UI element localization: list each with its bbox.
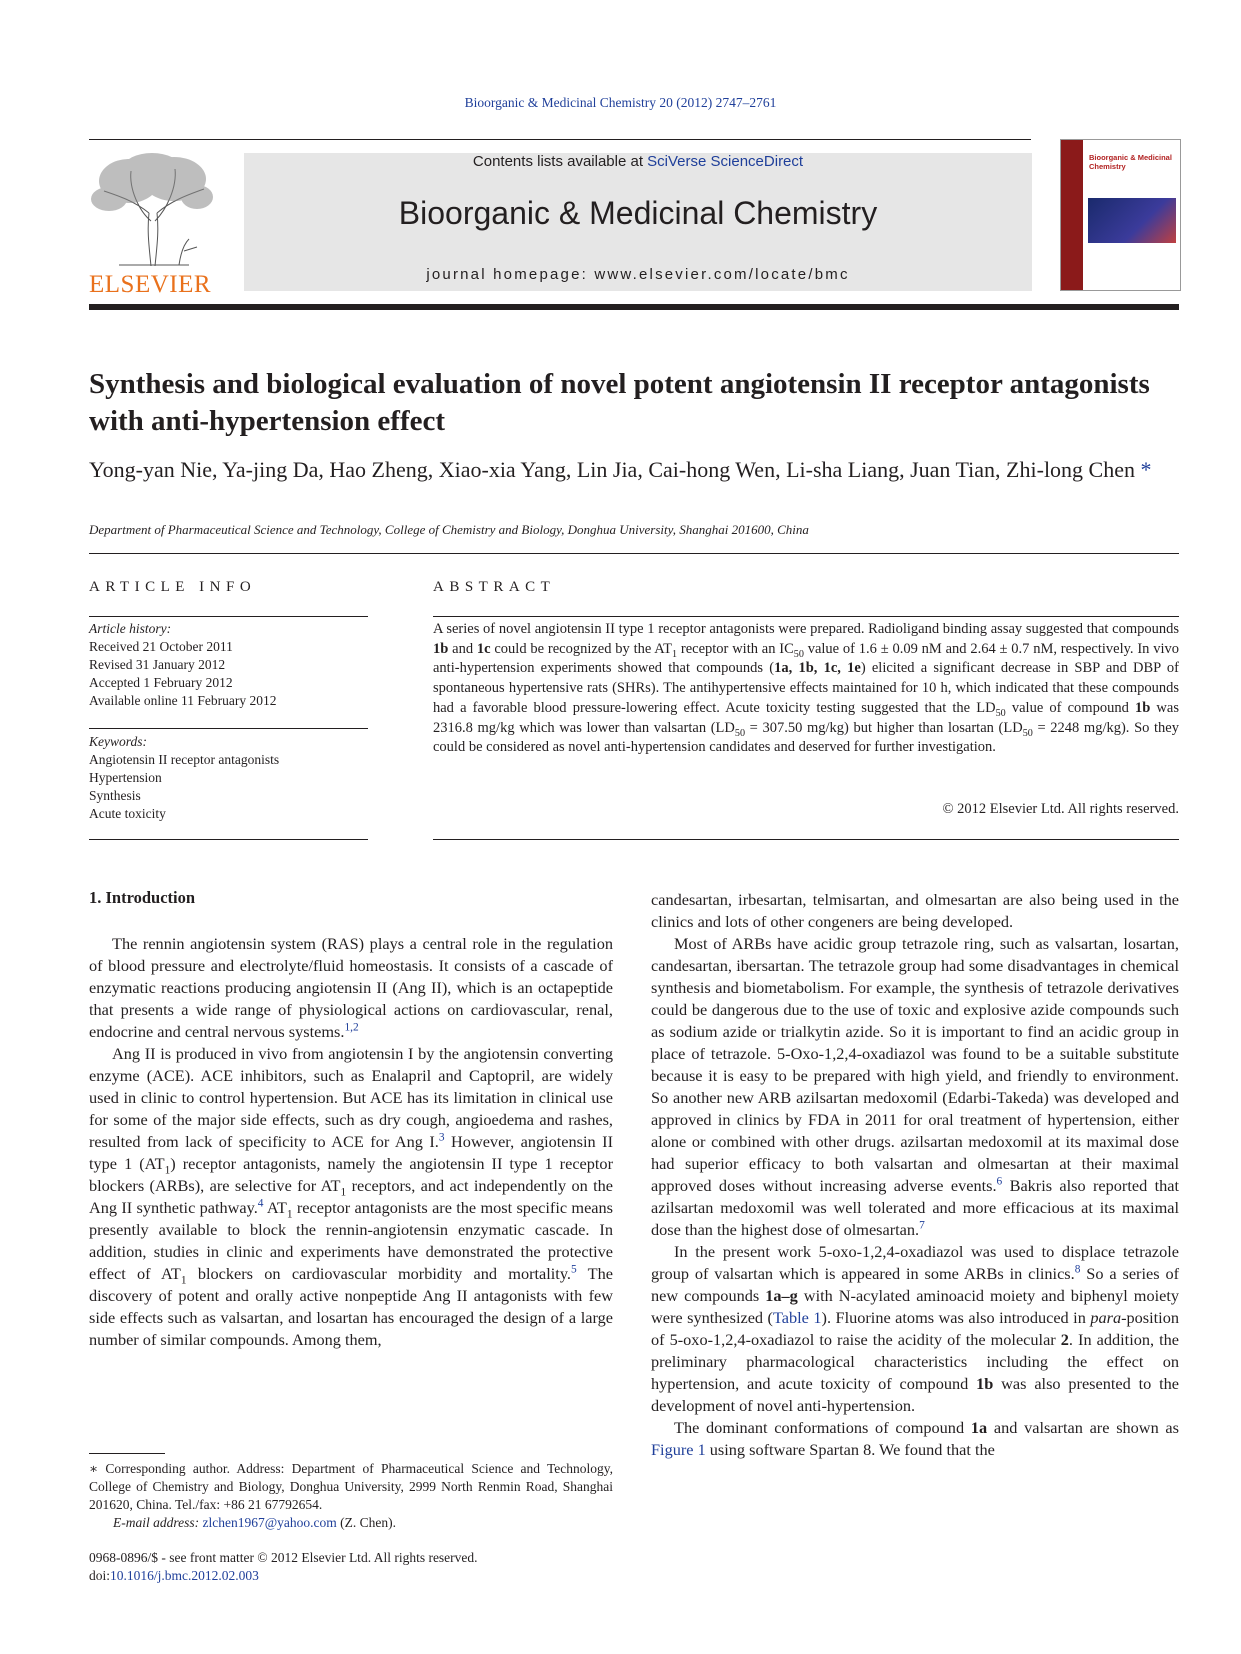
article-info-rule <box>89 839 368 840</box>
abstract-rule <box>433 616 1179 617</box>
corresponding-author-mark[interactable]: * <box>1140 457 1152 482</box>
contents-line <box>244 154 1032 169</box>
sciencedirect-link[interactable]: SciVerse ScienceDirect <box>647 153 804 170</box>
keyword-item: Hypertension <box>89 770 162 785</box>
journal-homepage[interactable]: journal homepage: www.elsevier.com/locate/bmc <box>426 266 850 283</box>
history-revised: Revised 31 January 2012 <box>89 657 226 672</box>
citation-link[interactable]: 3 <box>438 1131 445 1144</box>
footnote-mark: ∗ <box>89 1461 99 1476</box>
citation-link[interactable]: 8 <box>1074 1263 1081 1276</box>
footnote-text: Corresponding author. Address: Department of Pharmaceutical Science and Technology, College of Chemistry and Biology, Donghua University, 2999 North Renmin Road, Shanghai 201620, China. Tel./fax: +86 21 67792654. <box>89 1461 613 1512</box>
doi-line <box>89 1567 689 1585</box>
history-accepted: Accepted 1 February 2012 <box>89 675 233 690</box>
abstract-heading: ABSTRACT <box>433 579 556 595</box>
article-info-heading: ARTICLE INFO <box>89 579 257 595</box>
footnote-rule <box>89 1453 165 1454</box>
keywords <box>89 733 368 823</box>
email-suffix: (Z. Chen). <box>336 1515 397 1530</box>
abstract-rule <box>433 839 1179 840</box>
paper-title: Synthesis and biological evaluation of novel potent angiotensin II receptor antagonists with anti-hypertension effect <box>89 368 1150 437</box>
citation-link[interactable]: 1,2 <box>344 1021 359 1034</box>
journal-cover-thumbnail[interactable] <box>1060 139 1181 291</box>
email-label: E-mail address: <box>113 1515 203 1530</box>
article-info-rule <box>89 728 368 729</box>
abstract-copyright: © 2012 Elsevier Ltd. All rights reserved. <box>942 801 1179 817</box>
article-history <box>89 620 368 710</box>
doi-label: doi: <box>89 1568 111 1583</box>
affiliation-rule <box>89 553 1179 554</box>
article-info-rule <box>89 616 368 617</box>
cover-stripe <box>1061 140 1083 290</box>
email-link[interactable]: zlchen1967@yahoo.com <box>202 1515 337 1530</box>
header-thick-rule <box>89 304 1179 310</box>
journal-reference[interactable]: Bioorganic & Medicinal Chemistry 20 (2012) 2747–2761 <box>464 95 777 110</box>
body-column-left <box>89 933 613 1351</box>
abstract-text: A series of novel angiotensin II type 1 receptor antagonists were prepared. Radioligand binding assay suggested that compounds 1b and 1c could be recognized by the $AT_1$ receptor with an $IC_{50}$ value of 1.6 ± 0.09 nM and 2.64 ± 0.7 nM, respectively. In vivo anti-hypertension experiments showed that compounds (1a, 1b, 1c, 1e) elicited a significant decrease in SBP and DBP of spontaneous hypertensive rats (SHRs). The antihypertensive effects maintained for 10 h, which indicated that these compounds had a favorable blood pressure-lowering effect. Acute toxicity testing suggested that the $LD_{50}$ value of compound 1b was 2316.8 mg/kg which was lower than valsartan ($LD_{50} = 307.50$ mg/kg) but higher than losartan ($LD_{50} = 2248$ mg/kg). So they could be considered as novel anti-hypertension candidates and deserved for further investigation. <box>433 621 1179 756</box>
introduction-heading: 1. Introduction <box>89 888 196 907</box>
keywords-label: Keywords: <box>89 734 147 749</box>
citation-link[interactable]: 5 <box>570 1263 577 1276</box>
history-received: Received 21 October 2011 <box>89 639 233 654</box>
affiliation: Department of Pharmaceutical Science and Technology, College of Chemistry and Biology, Donghua University, Shanghai 201600, China <box>89 522 809 537</box>
figure-1-link[interactable]: Figure 1 <box>651 1440 706 1459</box>
issn-doi-block <box>89 1549 689 1585</box>
body-paragraph: Ang II is produced in vivo from angiotensin I by the angiotensin converting enzyme (ACE). ACE inhibitors, such as Enalapril and Captopril, are widely used in clinic to control hypertension. But ACE has its limitation in clinical use for some of the major side effects, such as dry cough, angioedema and rashes, resulted from lack of specificity to ACE for Ang I.$^3$ However, angiotensin II type 1 $(AT_1)$ receptor antagonists, namely the angiotensin II type 1 receptor blockers (ARBs), are selective for $AT_1$ receptors, and act independently on the Ang II synthetic pathway.$^4$ $AT_1$ receptor antagonists are the most specific means presently available to block the rennin-angiotensin enzymatic cascade. In addition, studies in clinic and experiments have demonstrated the protective effect of $AT_1$ blockers on cardiovascular morbidity and mortality.$^5$ The discovery of potent and orally active nonpeptide Ang II antagonists with few side effects such as valsartan, and losartan has encouraged the design of a large number of similar compounds. Among them, <box>89 1044 613 1349</box>
journal-title: Bioorganic & Medicinal Chemistry <box>398 195 878 231</box>
table-1-link[interactable]: Table 1 <box>772 1308 822 1327</box>
corresponding-author-footnote <box>89 1460 613 1532</box>
body-paragraph: The rennin angiotensin system (RAS) plays a central role in the regulation of blood pressure and electrolyte/fluid homeostasis. It consists of a cascade of enzymatic reactions producing angiotensin II (Ang II), which is an octapeptide that presents a wide range of physiological actions on cardiovascular, renal, endocrine and central nervous systems.$^{1,2}$ <box>89 934 613 1041</box>
journal-banner <box>244 153 1032 291</box>
elsevier-logo <box>89 151 216 298</box>
author-list <box>89 456 1179 484</box>
keyword-item: Angiotensin II receptor antagonists <box>89 752 280 767</box>
body-paragraph: Most of ARBs have acidic group tetrazole ring, such as valsartan, losartan, candesartan, ibersartan. The tetrazole group had some disadvantages in chemical synthesis and biometabolism. For example, the synthesis of tetrazole derivatives could be dangerous due to the use of toxic and explosive azide compounds such as sodium azide or trialkytin azide. So it is important to find an acidic group in place of tetrazole. 5-Oxo-1,2,4-oxadiazol was found to be a suitable substitute because it is easy to be prepared with high yield, and friendly to environment. So another new ARB azilsartan medoxomil (Edarbi-Takeda) was developed and approved in clinics by FDA in 2011 for oral treatment of hypertension, either alone or combined with other drugs. azilsartan medoxomil at its maximal dose had superior efficacy to both valsartan and olmesartan at their maximal approved doses without increasing adverse events.$^6$ Bakris also reported that azilsartan medoxomil was well tolerated and more efficacious at its maximal dose than the highest dose of olmesartan.$^7$ <box>651 934 1180 1239</box>
body-paragraph: The dominant conformations of compound 1a and valsartan are shown as Figure 1 using software Spartan 8. We found that the <box>651 1418 1179 1459</box>
cover-title: Bioorganic & Medicinal Chemistry <box>1089 153 1172 171</box>
top-rule <box>89 139 1031 140</box>
cover-image <box>1088 198 1176 243</box>
body-paragraph: candesartan, irbesartan, telmisartan, and olmesartan are also being used in the clinics and lots of other congeners are being developed. <box>651 890 1179 931</box>
elsevier-tree-icon <box>89 151 216 269</box>
citation-link[interactable]: 6 <box>996 1175 1003 1188</box>
keyword-item: Synthesis <box>89 788 141 803</box>
body-paragraph: In the present work 5-oxo-1,2,4-oxadiazol was used to displace tetrazole group of valsartan which is appeared in some ARBs in clinics.$^8$ So a series of new compounds 1a–g with N-acylated aminoacid moiety and biphenyl moiety were synthesized (Table 1). Fluorine atoms was also introduced in para-position of 5-oxo-1,2,4-oxadiazol to raise the acidity of the molecular 2. In addition, the preliminary pharmacological characteristics including the effect on hypertension, and acute toxicity of compound 1b was also presented to the development of novel anti-hypertension. <box>651 1242 1180 1415</box>
history-label: Article history: <box>89 621 172 636</box>
elsevier-wordmark: ELSEVIER <box>89 271 212 298</box>
author-names: Yong-yan Nie, Ya-jing Da, Hao Zheng, Xiao-xia Yang, Lin Jia, Cai-hong Wen, Li-sha Liang, Juan Tian, Zhi-long Chen <box>89 457 1135 482</box>
contents-prefix: Contents lists available at <box>472 153 648 170</box>
keyword-item: Acute toxicity <box>89 806 166 821</box>
issn-line: 0968-0896/$ - see front matter © 2012 Elsevier Ltd. All rights reserved. <box>89 1550 478 1565</box>
citation-link[interactable]: 4 <box>257 1197 264 1210</box>
body-column-right <box>651 889 1179 1461</box>
citation-link[interactable]: 7 <box>919 1219 925 1232</box>
doi-link[interactable]: 10.1016/j.bmc.2012.02.003 <box>110 1568 259 1583</box>
history-online: Available online 11 February 2012 <box>89 693 277 708</box>
